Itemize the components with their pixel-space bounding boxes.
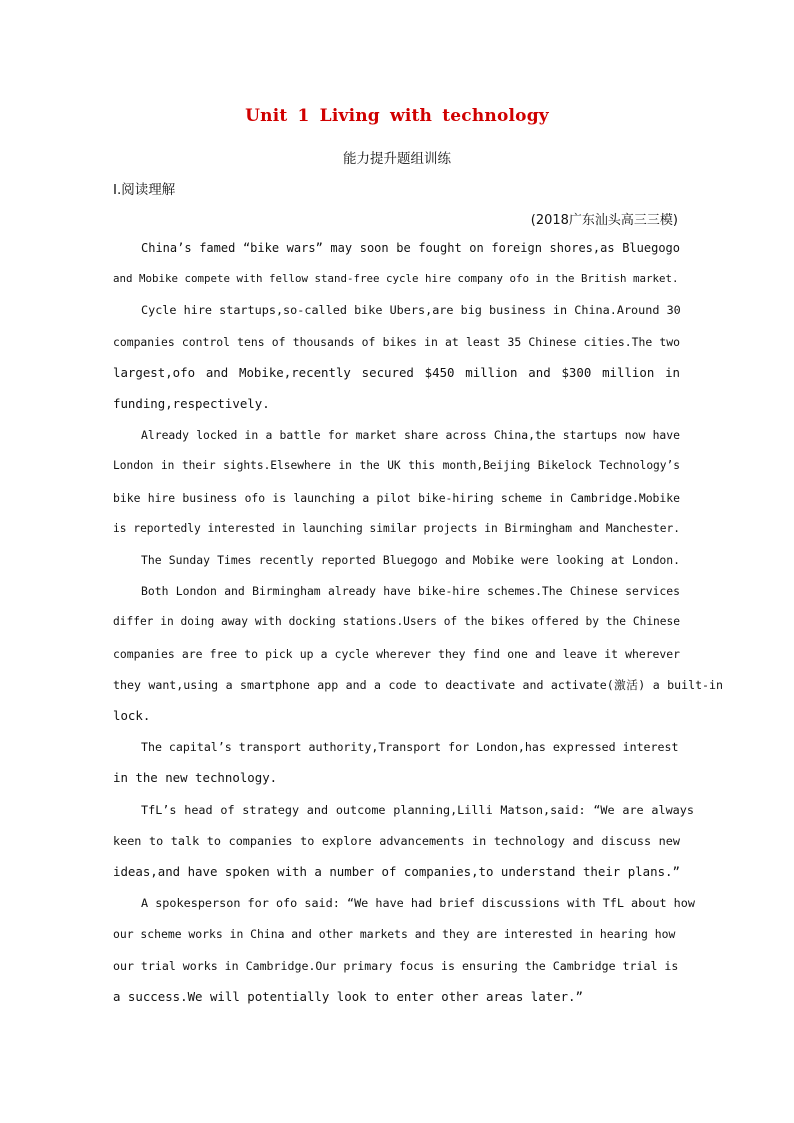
passage-line: ideas,and have spoken with a number of companies,to understand their plans.” [113,864,680,879]
exercise-subtitle: 能力提升题组训练 [343,151,451,167]
source-note: (2018广东汕头高三三模) [530,213,678,228]
passage-line: TfL’s head of strategy and outcome planning,Lilli Matson,said: “We are always [141,803,694,817]
passage-line: differ in doing away with docking stations.Users of the bikes offered by the Chinese [113,615,680,628]
passage-line: A spokesperson for ofo said: “We have had brief discussions with TfL about how [141,896,695,910]
passage-line: and Mobike compete with fellow stand-free cycle hire company ofo in the British market. [113,272,679,285]
passage-line: London in their sights.Elsewhere in the UK this month,Beijing Bikelock Technology’s [113,459,680,472]
passage-line: our trial works in Cambridge.Our primary focus is ensuring the Cambridge trial is [113,959,679,973]
passage-line: Cycle hire startups,so-called bike Ubers,are big business in China.Around 30 [141,303,681,317]
passage-line: companies are free to pick up a cycle wherever they find one and leave it wherever [113,647,680,661]
passage-line: Already locked in a battle for market share across China,the startups now have [141,428,680,442]
passage-line: a success.We will potentially look to enter other areas later.” [113,989,583,1004]
passage-line: funding,respectively. [113,396,270,411]
passage-line: they want,using a smartphone app and a code to deactivate and activate(激活) a built-in [113,678,723,692]
unit-title: Unit 1 Living with technology [245,106,549,126]
passage-line: is reportedly interested in launching similar projects in Birmingham and Manchester. [113,522,680,535]
passage-line: companies control tens of thousands of bikes in at least 35 Chinese cities.The two [113,335,680,349]
passage-line: largest,ofo and Mobike,recently secured $450 million and $300 million in [113,365,680,380]
passage-line: lock. [113,708,151,723]
passage-line: Both London and Birmingham already have bike-hire schemes.The Chinese services [141,584,680,598]
passage-line: our scheme works in China and other markets and they are interested in hearing how [113,927,676,941]
passage-line: The capital’s transport authority,Transport for London,has expressed interest [141,740,679,754]
passage-line: The Sunday Times recently reported Bluegogo and Mobike were looking at London. [141,553,680,567]
passage-line: China’s famed “bike wars” may soon be fought on foreign shores,as Bluegogo [141,241,680,255]
passage-line: in the new technology. [113,770,278,785]
section-heading: Ⅰ.阅读理解 [113,182,176,198]
passage-line: keen to talk to companies to explore advancements in technology and discuss new [113,834,680,848]
passage-line: bike hire business ofo is launching a pilot bike-hiring scheme in Cambridge.Mobike [113,491,680,505]
